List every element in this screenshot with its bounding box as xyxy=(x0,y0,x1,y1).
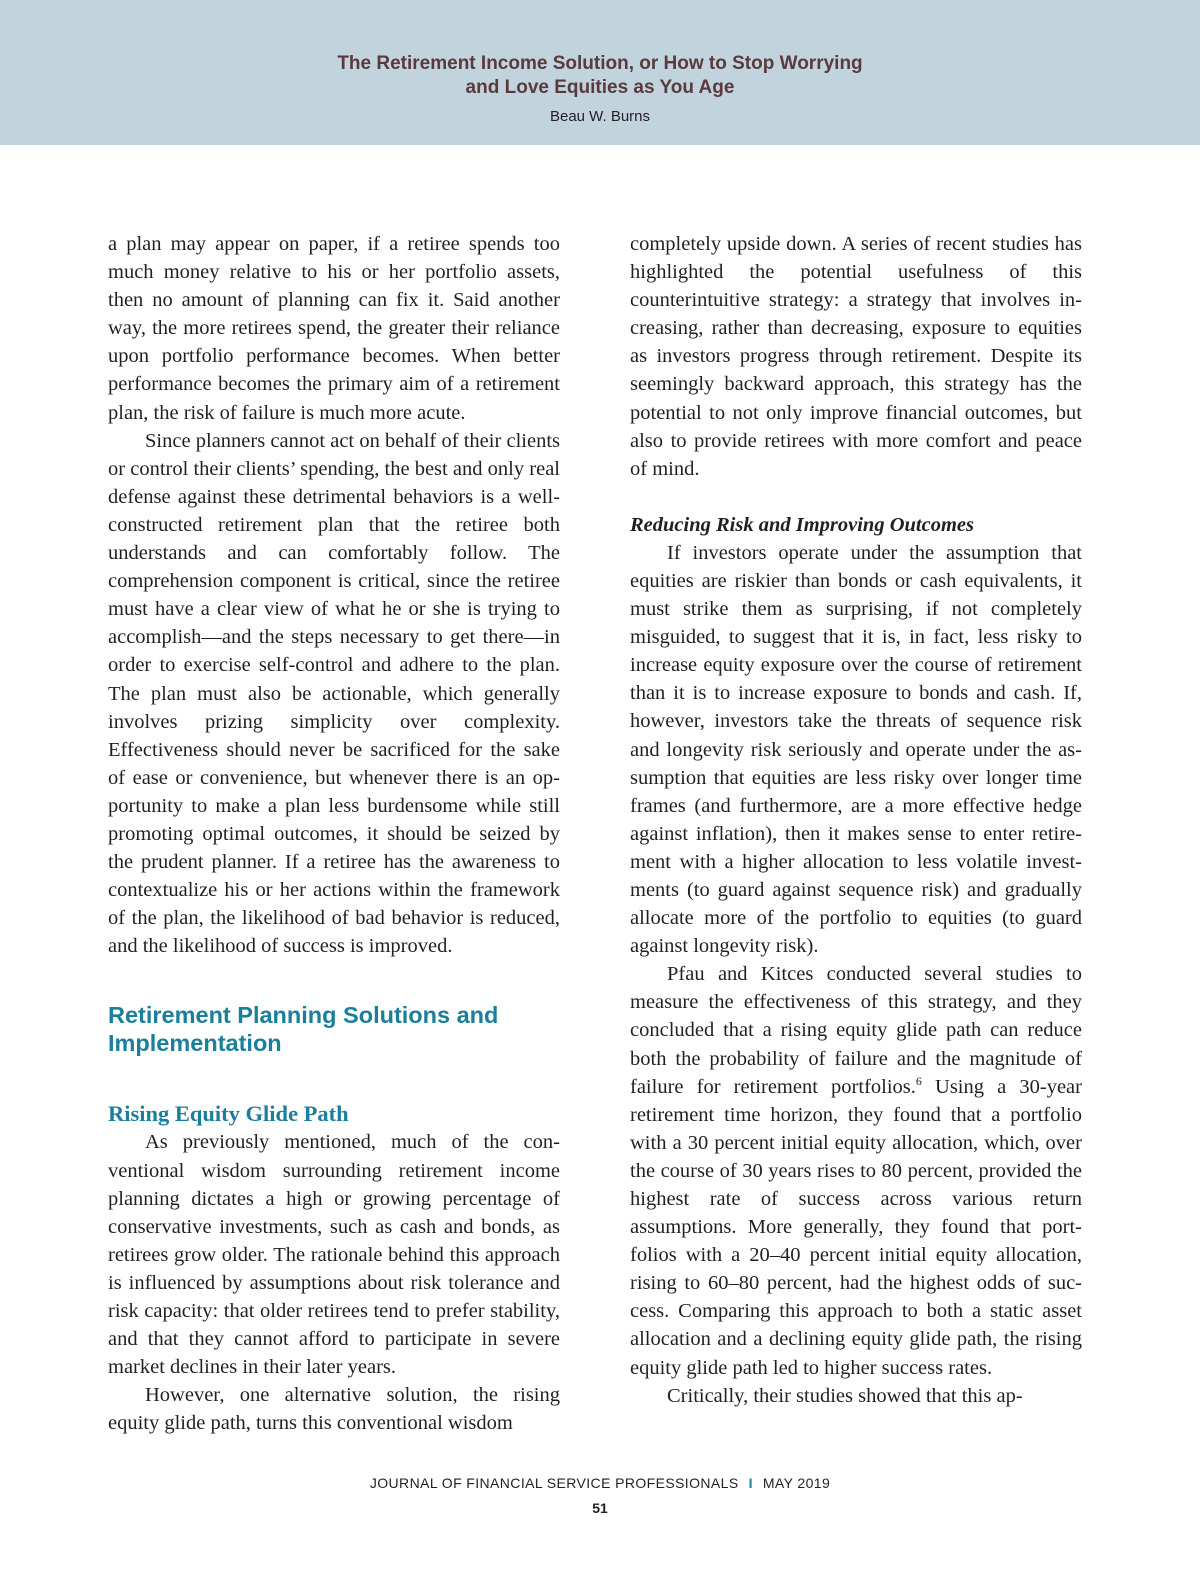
journal-name: JOURNAL OF FINANCIAL SERVICE PROFESSIONALS xyxy=(369,1475,739,1491)
paragraph: If investors operate under the assumption that equities are riskier than bonds or cash equivalents, it must strike them as surprising, if not completely misguided, to suggest that it is, in fact, less risky to increase equity exposure over the course of retirement than it is to increase exposure to bonds and cash. If, however, investors take the threats of sequence risk and longevity risk seriously and operate under the assumption that equities are less risky over longer time frames (and furthermore, are a more effective hedge against inflation), then it makes sense to enter retirement with a higher allocation to less volatile investments (to guard against sequence risk) and gradually allocate more of the portfolio to equities (to guard against longevity risk). xyxy=(630,541,1082,958)
paragraph xyxy=(630,960,1082,1381)
paragraph: As previously mentioned, much of the conventional wisdom surrounding retirement income planning dictates a high or growing percentage of conservative investments, such as cash and bonds, as retirees grow older. The rationale behind this approach is influenced by assumptions about risk tolerance and risk capacity: that older retirees tend to prefer stability, and that they cannot afford to participate in severe market declines in their later years. xyxy=(108,1131,560,1379)
left-column xyxy=(108,230,560,1437)
paragraph-text: Pfau and Kitces conducted several studies to measure the effectiveness of this strategy, and they concluded that a rising equity glide path can reduce both the probability of failure and the magnitude of failure for retirement portfolios. xyxy=(630,963,1082,1098)
paragraph: a plan may appear on paper, if a retiree spends too much money relative to his or her portfolio assets, then no amount of planning can fix it. Said another way, the more retirees spend, the greater their reliance upon portfolio performance becomes. When better performance becomes the primary aim of a retirement plan, the risk of failure is much more acute. xyxy=(108,233,560,424)
paragraph: completely upside down. A series of recent studies has highlighted the potential usefulness of this counterintuitive strategy: a strategy that involves increasing, rather than decreasing, exposure to equities as investors progress through retirement. Despite its seemingly backward approach, this strategy has the potential to not only improve financial outcomes, but also to provide retirees with more comfort and peace of mind. xyxy=(630,233,1082,480)
article-title xyxy=(0,52,1200,100)
page-number: 51 xyxy=(592,1500,608,1516)
journal-footer xyxy=(0,1475,1200,1491)
article-title-line-1: The Retirement Income Solution, or How to Stop Worrying xyxy=(337,53,863,74)
subsection-heading: Rising Equity Glide Path xyxy=(108,1101,349,1127)
issue-date: MAY 2019 xyxy=(762,1475,831,1491)
section-heading: Retirement Planning Solutions and Implementation xyxy=(108,1002,499,1057)
footer-separator: I xyxy=(748,1475,753,1491)
paragraph: Since planners cannot act on behalf of their clients or control their clients’ spending, the best and only real defense against these detrimental behaviors is a well-constructed retirement plan that the retiree both understands and can comfortably follow. The comprehension component is critical, since the retiree must have a clear view of what he or she is trying to accomplish—and the steps necessary to get there—in order to exercise self-control and adhere to the plan. The plan must also be actionable, which generally involves prizing simplicity over complexity. Effectiveness should never be sacrificed for the sake of ease or convenience, but whenever there is an opportunity to make a plan less burdensome while still promoting optimal outcomes, it should be seized by the prudent planner. If a retiree has the awareness to contextualize his or her actions within the framework of the plan, the likelihood of bad behavior is reduced, and the likelihood of success is improved. xyxy=(108,429,560,958)
subsection-heading-italic: Reducing Risk and Improving Outcomes xyxy=(630,513,974,536)
footnote-reference[interactable]: 6 xyxy=(915,1073,922,1088)
paragraph: Critically, their studies showed that this ap- xyxy=(667,1384,1023,1407)
paragraph: However, one alternative solution, the rising equity glide path, turns this conventional wisdom xyxy=(108,1384,560,1435)
right-column xyxy=(630,230,1082,1410)
article-title-line-2: and Love Equities as You Age xyxy=(465,77,735,98)
article-author: Beau W. Burns xyxy=(549,108,651,125)
paragraph-text: Using a 30-year retirement time horizon, they found that a portfolio with a 30 percent initial equity allocation, which, over the course of 30 years rises to 80 percent, provided the highest rate of success across various return assumptions. More generally, they found that portfolios with a 20–40 percent initial equity allocation, rising to 60–80 percent, had the highest odds of success. Comparing this approach to both a static asset allocation and a declining equity glide path, the rising equity glide path led to higher success rates. xyxy=(630,1075,1082,1379)
